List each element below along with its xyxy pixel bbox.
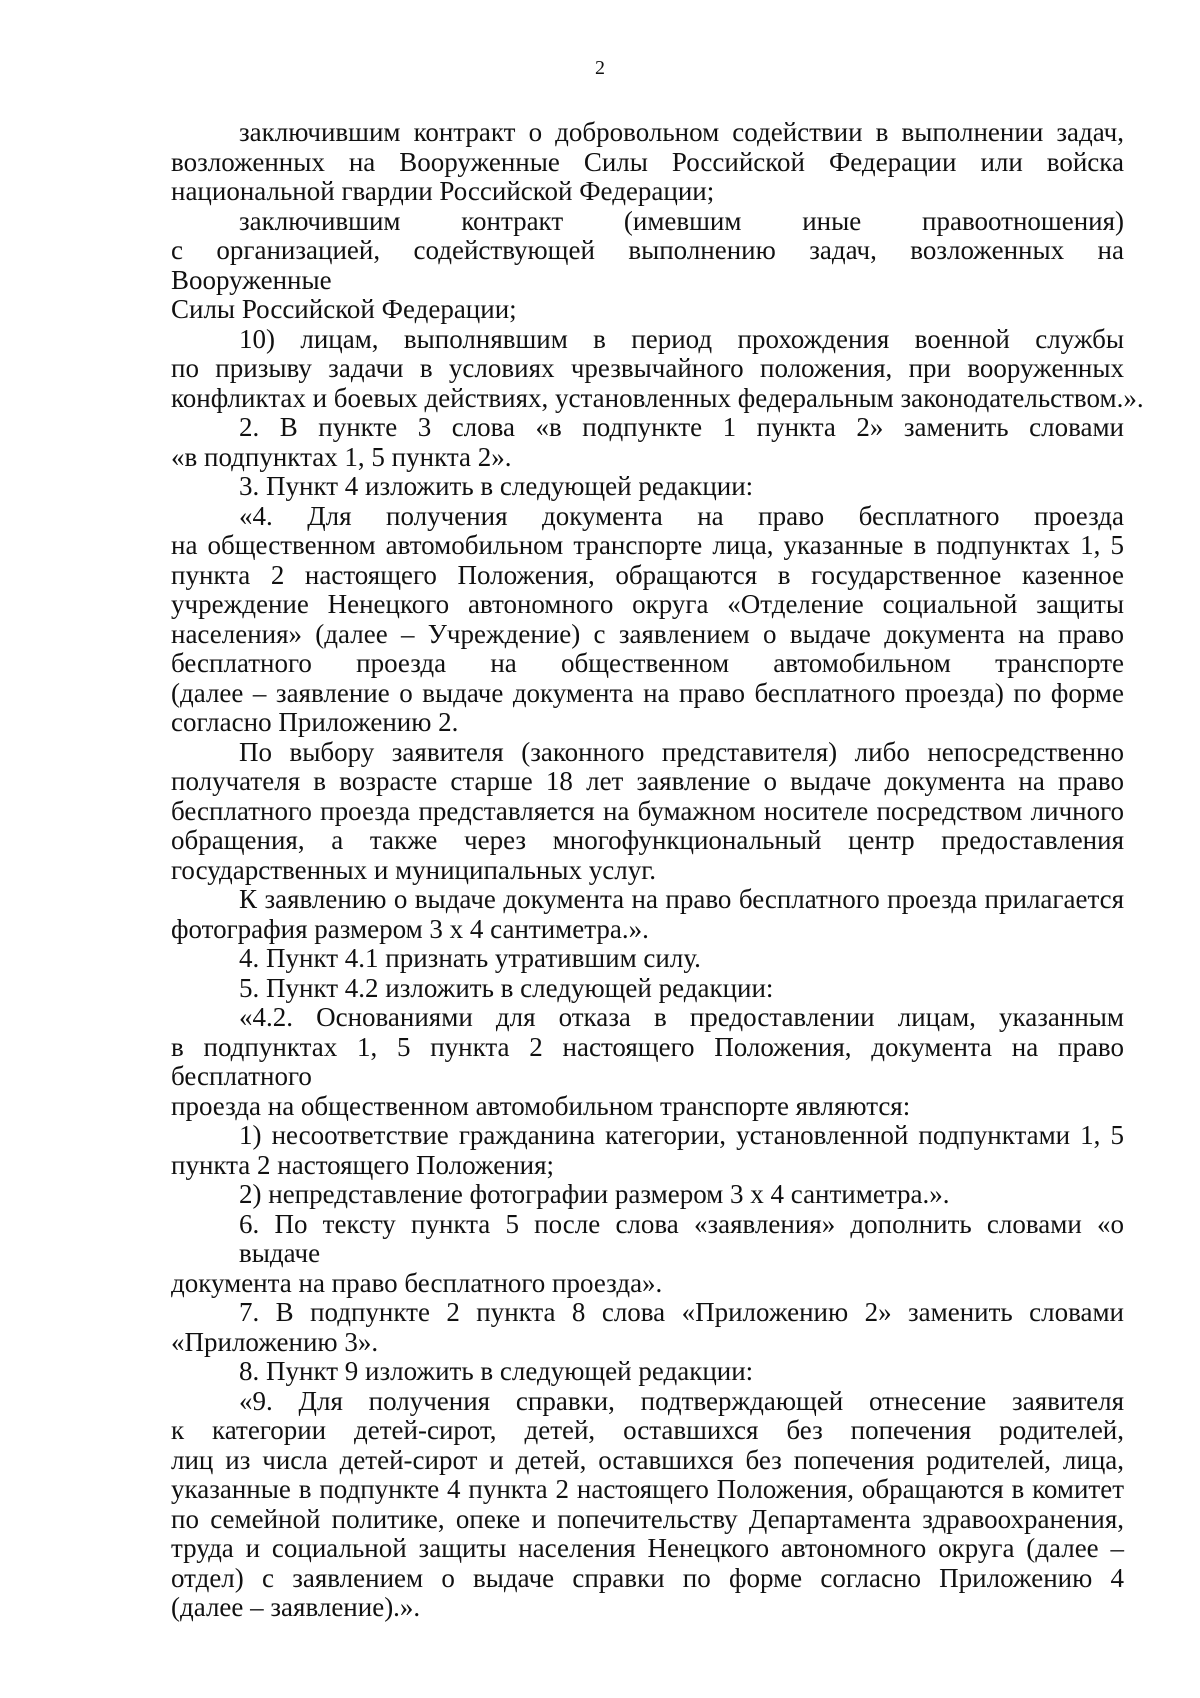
text-line: 1) несоответствие гражданина категории, установленной подпунктами 1, 5 bbox=[239, 1120, 1124, 1150]
text-line: пункта 2 настоящего Положения, обращаются в государственное казенное bbox=[171, 559, 1124, 590]
text-line: труда и социальной защиты населения Ненецкого автономного округа (далее – bbox=[171, 1533, 1124, 1563]
text-line: документа на право бесплатного проезда». bbox=[171, 1267, 663, 1298]
paragraph bbox=[171, 974, 1124, 1004]
paragraph bbox=[171, 1003, 1124, 1121]
text-line: национальной гвардии Российской Федерации; bbox=[171, 176, 715, 206]
paragraph bbox=[171, 118, 1124, 207]
paragraph bbox=[171, 1298, 1124, 1357]
text-line: (далее – заявление о выдаче документа на право бесплатного проезда) по форме bbox=[171, 677, 1124, 708]
page-number: 2 bbox=[595, 57, 605, 79]
text-line: заключившим контракт (имевшим иные правоотношения) bbox=[239, 205, 1124, 236]
text-line: лиц из числа детей-сирот и детей, оставшихся без попечения родителей, лица, bbox=[171, 1444, 1124, 1475]
text-line: учреждение Ненецкого автономного округа «Отделение социальной защиты bbox=[171, 589, 1124, 619]
text-line: 7. В подпункте 2 пункта 8 слова «Приложению 2» заменить словами bbox=[239, 1297, 1124, 1327]
paragraph bbox=[171, 1180, 1124, 1210]
text-line: «в подпунктах 1, 5 пункта 2». bbox=[171, 441, 512, 472]
text-line: государственных и муниципальных услуг. bbox=[171, 854, 656, 885]
text-line: конфликтах и боевых действиях, установленных федеральным законодательством.». bbox=[171, 382, 1144, 413]
text-line: пункта 2 настоящего Положения; bbox=[171, 1149, 555, 1180]
text-line: с организацией, содействующей выполнению задач, возложенных на Вооруженные bbox=[171, 235, 1124, 295]
paragraph bbox=[171, 885, 1124, 944]
text-line: 3. Пункт 4 изложить в следующей редакции: bbox=[239, 471, 754, 501]
paragraph bbox=[171, 502, 1124, 738]
text-line: По выбору заявителя (законного представителя) либо непосредственно bbox=[239, 736, 1124, 767]
paragraph bbox=[171, 207, 1124, 325]
text-line: бесплатного проезда на общественном автомобильном транспорте bbox=[171, 648, 1124, 678]
text-line: по призыву задачи в условиях чрезвычайного положения, при вооруженных bbox=[171, 353, 1124, 383]
text-line: возложенных на Вооруженные Силы Российской Федерации или войска bbox=[171, 146, 1124, 177]
text-line: 4. Пункт 4.1 признать утратившим силу. bbox=[239, 943, 701, 973]
text-line: согласно Приложению 2. bbox=[171, 707, 459, 737]
paragraph bbox=[171, 472, 1124, 502]
text-line: в подпунктах 1, 5 пункта 2 настоящего Положения, документа на право бесплатного bbox=[171, 1031, 1124, 1091]
text-line: бесплатного проезда представляется на бумажном носителе посредством личного bbox=[171, 795, 1124, 826]
text-line: «4.2. Основаниями для отказа в предоставлении лицам, указанным bbox=[239, 1002, 1124, 1032]
paragraph bbox=[171, 323, 1144, 414]
text-line: отдел) с заявлением о выдаче справки по форме согласно Приложению 4 bbox=[171, 1562, 1124, 1593]
paragraph bbox=[171, 738, 1124, 886]
document-body bbox=[171, 117, 1144, 1623]
text-line: 8. Пункт 9 изложить в следующей редакции: bbox=[239, 1356, 754, 1386]
text-line: 5. Пункт 4.2 изложить в следующей редакции: bbox=[239, 972, 774, 1003]
text-line: 10) лицам, выполнявшим в период прохождения военной службы bbox=[239, 323, 1124, 354]
text-line: «4. Для получения документа на право бесплатного проезда bbox=[239, 500, 1124, 531]
text-line: указанные в подпункте 4 пункта 2 настоящего Положения, обращаются в комитет bbox=[171, 1474, 1124, 1504]
text-line: на общественном автомобильном транспорте лица, указанные в подпунктах 1, 5 bbox=[171, 530, 1124, 560]
text-line: (далее – заявление).». bbox=[171, 1592, 421, 1622]
text-line: фотография размером 3 х 4 сантиметра.». bbox=[171, 913, 649, 944]
paragraph bbox=[171, 1357, 1124, 1387]
text-line: «Приложению 3». bbox=[171, 1326, 379, 1357]
paragraph bbox=[171, 1121, 1124, 1180]
paragraph bbox=[171, 1210, 1124, 1299]
text-line: К заявлению о выдаче документа на право бесплатного проезда прилагается bbox=[239, 884, 1124, 914]
text-line: заключившим контракт о добровольном содействии в выполнении задач, bbox=[239, 117, 1124, 147]
text-line: «9. Для получения справки, подтверждающей отнесение заявителя bbox=[239, 1385, 1124, 1416]
text-line: населения» (далее – Учреждение) с заявлением о выдаче документа на право bbox=[171, 618, 1124, 649]
text-line: Силы Российской Федерации; bbox=[171, 294, 517, 324]
text-line: к категории детей-сирот, детей, оставшихся без попечения родителей, bbox=[171, 1415, 1124, 1445]
text-line: получателя в возрасте старше 18 лет заявление о выдаче документа на право bbox=[171, 766, 1124, 796]
text-line: 2. В пункте 3 слова «в подпункте 1 пункта 2» заменить словами bbox=[239, 412, 1124, 442]
text-line: обращения, а также через многофункциональный центр предоставления bbox=[171, 825, 1124, 855]
paragraph bbox=[171, 413, 1124, 472]
paragraph bbox=[171, 944, 1124, 974]
text-line: 6. По тексту пункта 5 после слова «заявления» дополнить словами «о выдаче bbox=[239, 1208, 1124, 1268]
text-line: проезда на общественном автомобильном транспорте являются: bbox=[171, 1090, 911, 1121]
text-line: 2) непредставление фотографии размером 3 х 4 сантиметра.». bbox=[239, 1179, 950, 1209]
paragraph bbox=[171, 1387, 1124, 1623]
text-line: по семейной политике, опеке и попечительству Департамента здравоохранения, bbox=[171, 1503, 1124, 1534]
